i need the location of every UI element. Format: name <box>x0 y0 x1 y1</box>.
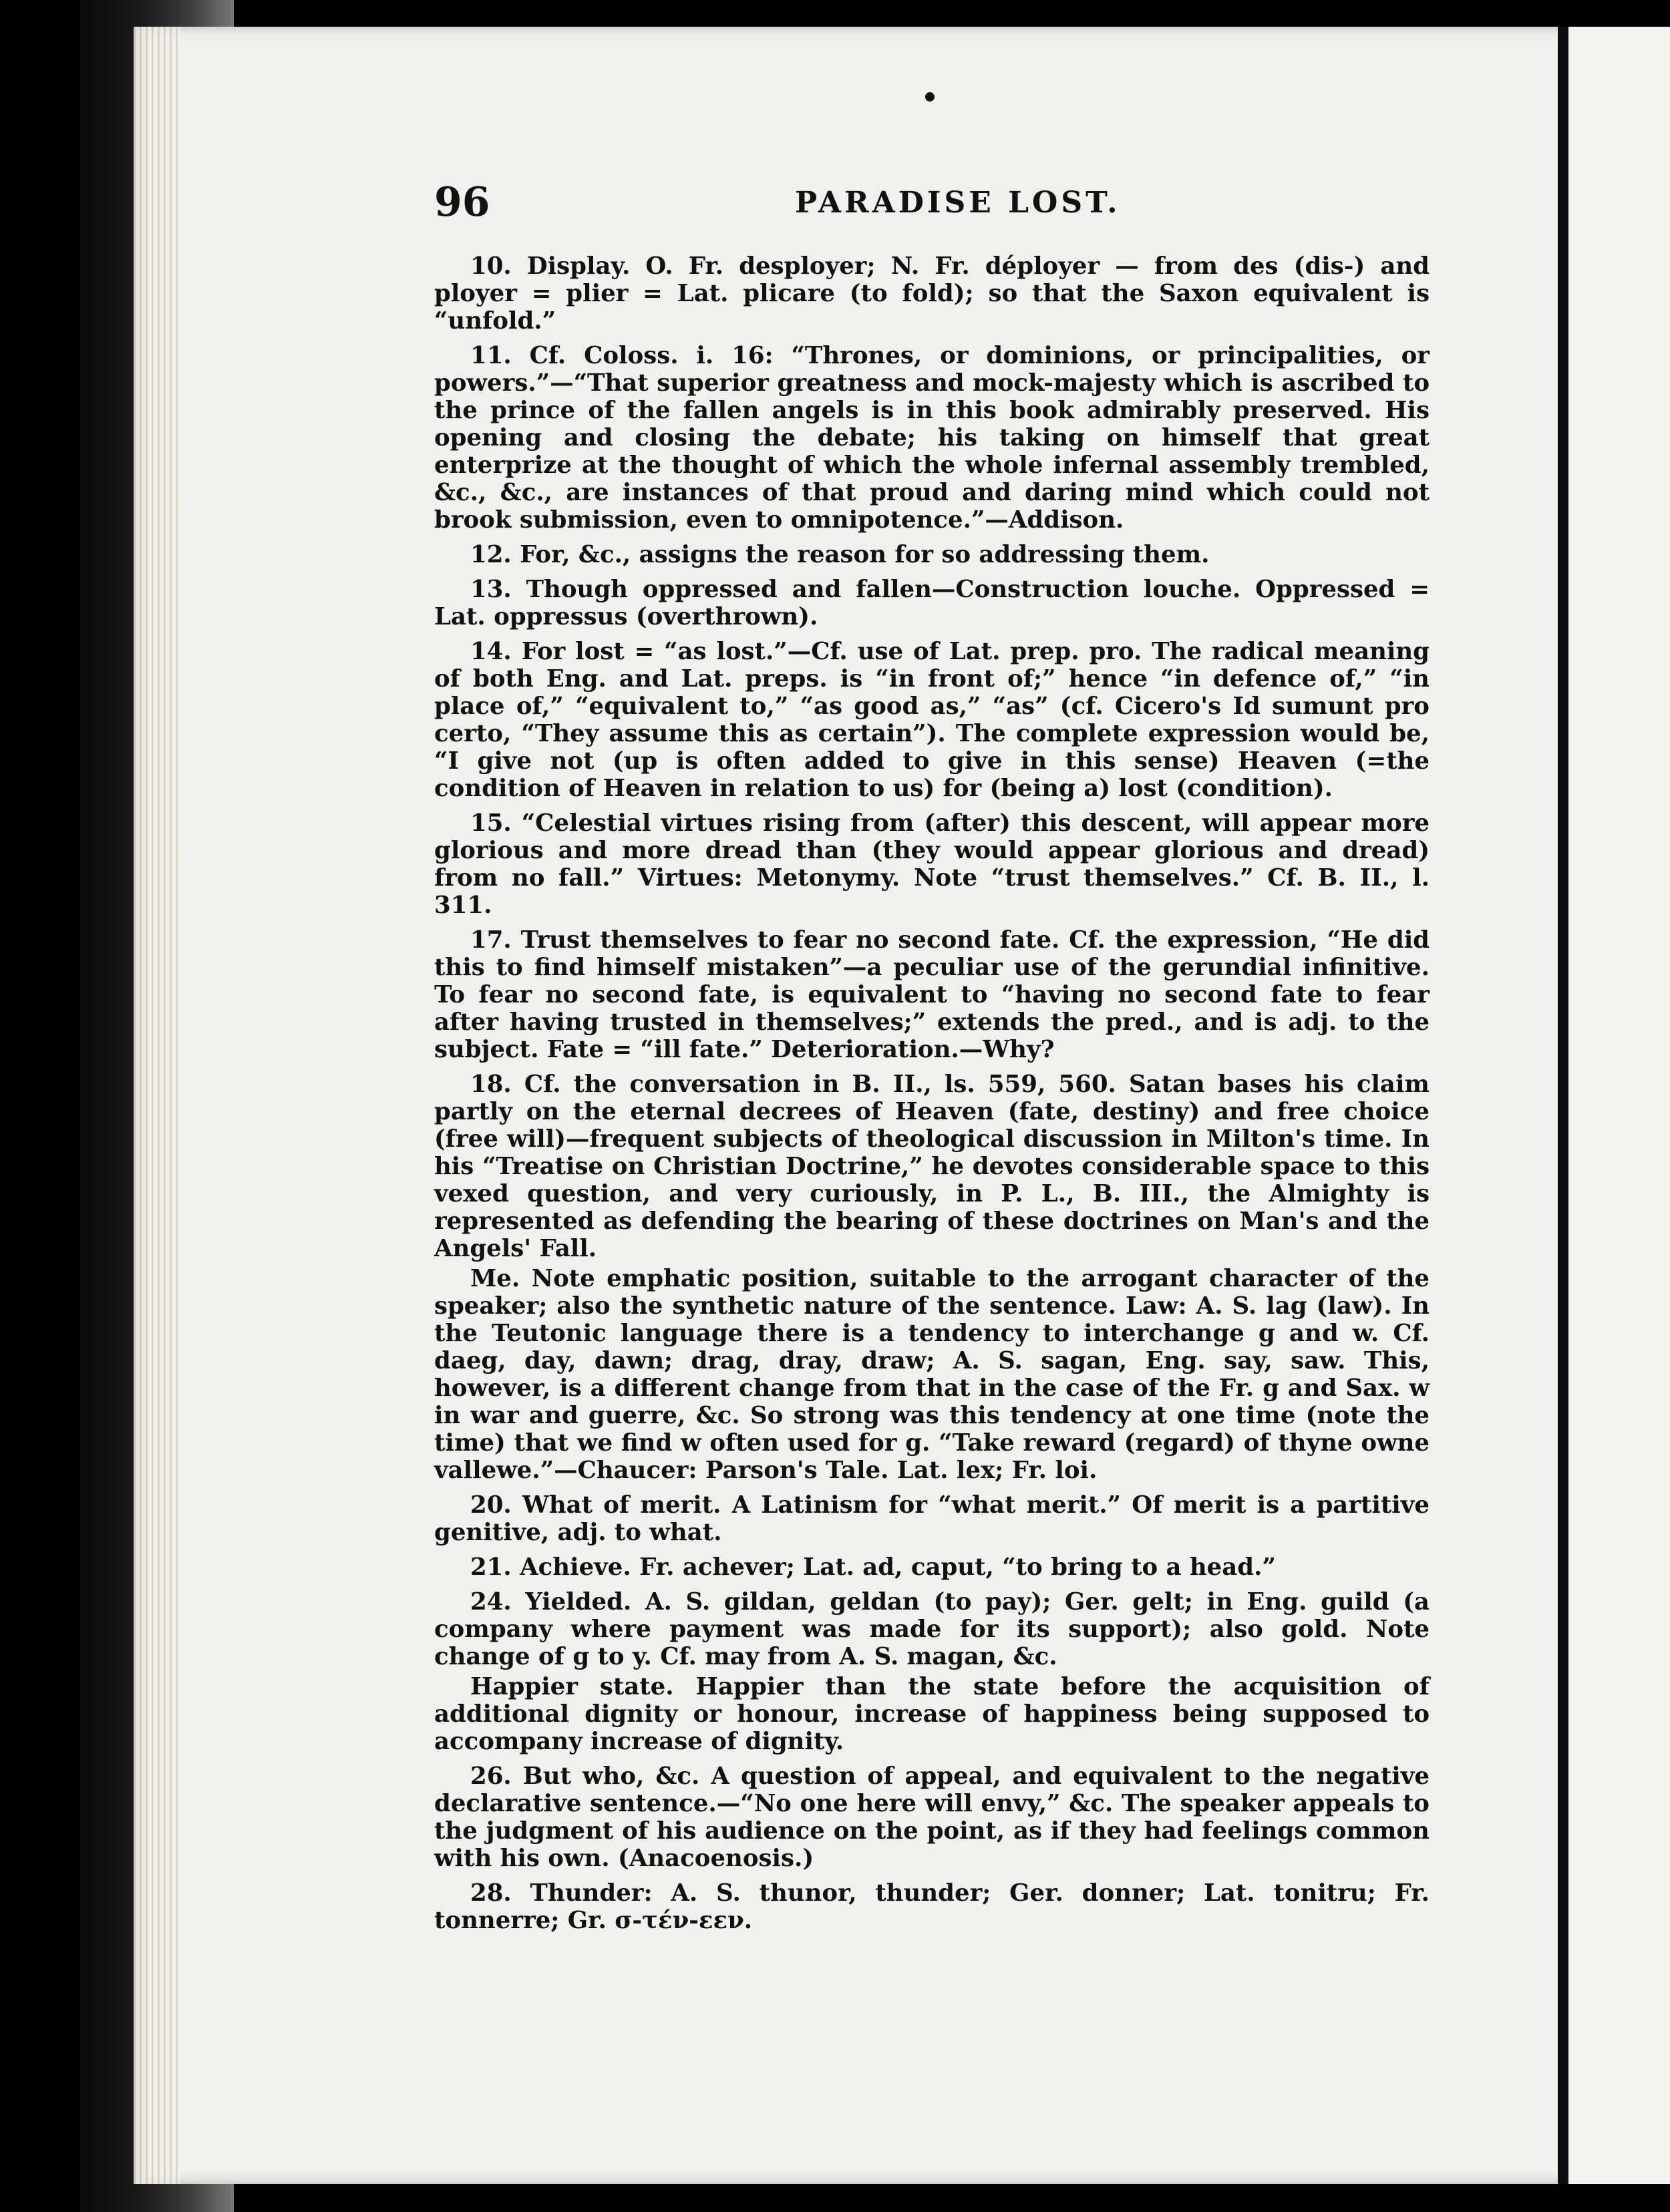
page-header <box>434 179 1536 239</box>
page-edges <box>134 27 180 2184</box>
ink-speck <box>925 92 935 102</box>
note-me: Me. Note emphatic position, suitable to the arrogant character of the speaker; also the synthetic nature of the sentence. Law: A. S. lag (law). In the Teutonic language there is a tendency to interchange g and w. Cf. daeg, day, dawn; drag, dray, draw; A. S. sagan, Eng. say, saw. This, however, is a different change from that in the case of the Fr. g and Sax. w in war and guerre, &c. So strong was this tendency at one time (note the time) that we find w often used for g. “Take reward (regard) of thyne owne vallewe.”—Chaucer: Parson's Tale. Lat. lex; Fr. loi. <box>434 1265 1430 1484</box>
note-18: 18. Cf. the conversation in B. II., ls. 559, 560. Satan bases his claim partly on the eternal decrees of Heaven (fate, destiny) and free choice (free will)—frequent subjects of theological discussion in Milton's time. In his “Treatise on Christian Doctrine,” he devotes considerable space to this vexed question, and very curiously, in P. L., B. III., the Almighty is represented as defending the bearing of these doctrines on Man's and the Angels' Fall. <box>434 1071 1430 1262</box>
note-28: 28. Thunder: A. S. thunor, thunder; Ger. donner; Lat. tonitru; Fr. tonnerre; Gr. σ-τέν-εεν. <box>434 1879 1430 1934</box>
page-number: 96 <box>434 179 490 226</box>
running-head: PARADISE LOST. <box>795 186 1121 220</box>
note-14: 14. For lost = “as lost.”—Cf. use of Lat. prep. pro. The radical meaning of both Eng. and Lat. preps. is “in front of;” hence “in defence of,” “in place of,” “equivalent to,” “as good as,” “as” (cf. Cicero's Id sumunt pro certo, “They assume this as certain”). The complete expression would be, “I give not (up is often added to give in this sense) Heaven (=the condition of Heaven in relation to us) for (being a) lost (condition). <box>434 638 1430 802</box>
spine-divider <box>1558 27 1568 2184</box>
note-17: 17. Trust themselves to fear no second fate. Cf. the expression, “He did this to find himself mistaken”—a peculiar use of the gerundial infinitive. To fear no second fate, is equivalent to “having no second fate to fear after having trusted in themselves;” extends the pred., and is adj. to the subject. Fate = “ill fate.” Deterioration.—Why? <box>434 926 1430 1063</box>
note-21: 21. Achieve. Fr. achever; Lat. ad, caput, “to bring to a head.” <box>470 1553 1276 1581</box>
note-20: 20. What of merit. A Latinism for “what merit.” Of merit is a partitive genitive, adj. to what. <box>434 1491 1430 1546</box>
note-13: 13. Though oppressed and fallen—Construction louche. Oppressed = Lat. oppressus (overthrown). <box>434 576 1430 630</box>
note-10: 10. Display. O. Fr. desployer; N. Fr. déployer — from des (dis-) and ployer = plier = Lat. plicare (to fold); so that the Saxon equivalent is “unfold.” <box>434 252 1430 335</box>
note-15: 15. “Celestial virtues rising from (after) this descent, will appear more glorious and more dread than (they would appear glorious and dread) from no fall.” Virtues: Metonymy. Note “trust themselves.” Cf. B. II., l. 311. <box>434 809 1430 919</box>
notes-body <box>434 252 1430 1942</box>
note-24: 24. Yielded. A. S. gildan, geldan (to pay); Ger. gelt; in Eng. guild (a company where payment was made for its support); also gold. Note change of g to y. Cf. may from A. S. magan, &c. <box>434 1588 1430 1670</box>
note-26: 26. But who, &c. A question of appeal, and equivalent to the negative declarative sentence.—“No one here will envy,” &c. The speaker appeals to the judgment of his audience on the point, as if they had feelings common with his own. (Anacoenosis.) <box>434 1763 1430 1872</box>
note-11: 11. Cf. Coloss. i. 16: “Thrones, or dominions, or principalities, or powers.”—“That superior greatness and mock-majesty which is ascribed to the prince of the fallen angels is in this book admirably preserved. His opening and closing the debate; his taking on himself that great enterprize at the thought of which the whole infernal assembly trembled, &c., &c., are instances of that proud and daring mind which could not brook submission, even to omnipotence.”—Addison. <box>434 342 1430 534</box>
note-happier-state: Happier state. Happier than the state before the acquisition of additional dignity or honour, increase of happiness being supposed to accompany increase of dignity. <box>434 1673 1430 1755</box>
facing-page-edge <box>1568 27 1670 2184</box>
note-12: 12. For, &c., assigns the reason for so addressing them. <box>470 541 1210 568</box>
